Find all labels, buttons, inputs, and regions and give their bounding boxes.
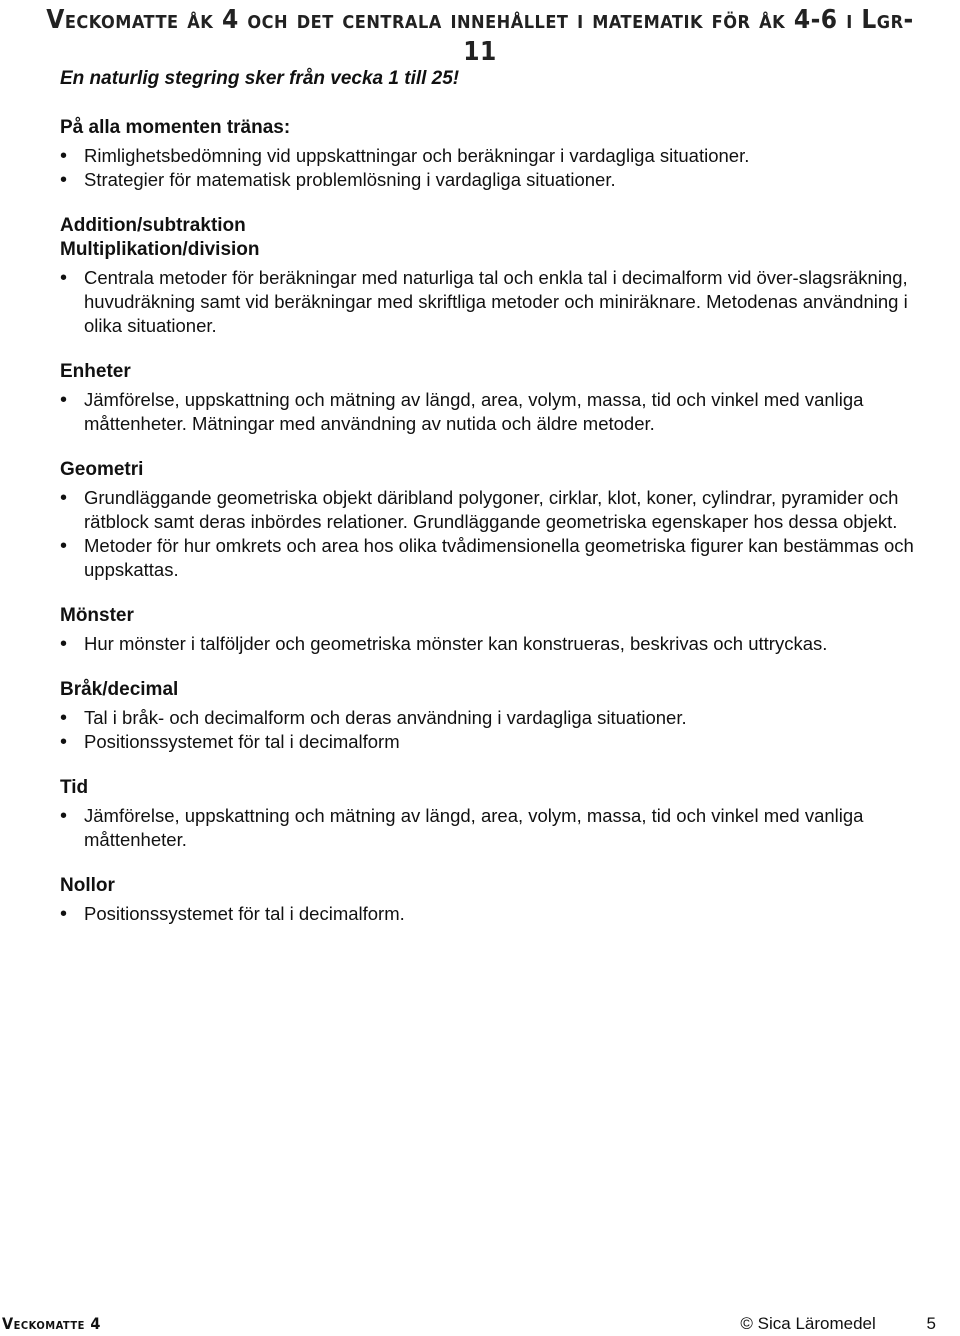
section-heading: Addition/subtraktion Multiplikation/division [60,215,260,260]
bullet-list [60,632,920,656]
footer-series-name: Veckomatte 4 [2,1314,101,1333]
footer-right [740,1314,936,1334]
list-item: • Strategier för matematisk problemlösning i vardagliga situationer. [60,168,920,192]
page-subtitle: En naturlig stegring sker från vecka 1 till 25! [60,68,460,89]
list-item: • Grundläggande geometriska objekt däribland polygoner, cirklar, klot, koner, cylindrar, pyramider och rätblock samt deras inbördes relationer. Grundläggande geometriska egenskaper hos dessa objekt. [60,486,920,534]
page-number: 5 [926,1314,936,1333]
bullet-list [60,486,920,582]
section-zeros [60,874,920,926]
bullet-list [60,804,920,852]
list-item: • Jämförelse, uppskattning och mätning av längd, area, volym, massa, tid och vinkel med vanliga måttenheter. Mätningar med användning av nutida och äldre metoder. [60,388,920,436]
bullet-list [60,266,920,338]
list-item: • Hur mönster i talföljder och geometriska mönster kan konstrueras, beskrivas och uttryckas. [60,632,920,656]
section-units [60,360,920,436]
section-arithmetic [60,214,920,338]
section-time [60,776,920,852]
section-all-moments [60,116,920,192]
section-heading: Nollor [60,875,115,896]
bullet-list [60,144,920,192]
list-item: • Jämförelse, uppskattning och mätning av längd, area, volym, massa, tid och vinkel med vanliga måttenheter. [60,804,920,852]
section-heading: Bråk/decimal [60,679,179,700]
section-heading: Geometri [60,459,144,480]
section-heading: Enheter [60,361,131,382]
list-item: • Positionssystemet för tal i decimalform. [60,902,920,926]
bullet-list [60,388,920,436]
list-item: • Positionssystemet för tal i decimalform [60,730,920,754]
bullet-list [60,902,920,926]
publisher-credit: © Sica Läromedel [740,1314,876,1333]
list-item: • Tal i bråk- och decimalform och deras användning i vardagliga situationer. [60,706,920,730]
list-item: • Metoder för hur omkrets och area hos olika tvådimensionella geometriska figurer kan bestämmas och uppskattas. [60,534,920,582]
section-heading: Mönster [60,605,134,626]
section-heading: På alla momenten tränas: [60,117,291,138]
page-title: Veckomatte åk 4 och det centrala innehållet i matematik för åk 4-6 i Lgr-11 [46,5,914,67]
content [60,116,920,948]
section-heading: Tid [60,777,89,798]
section-fractions [60,678,920,754]
bullet-list [60,706,920,754]
section-patterns [60,604,920,656]
list-item: • Centrala metoder för beräkningar med naturliga tal och enkla tal i decimalform vid över-slagsräkning, huvudräkning samt vid beräkningar med skriftliga metoder och miniräknare. Metodenas användning i olika situationer. [60,266,920,338]
list-item: • Rimlighetsbedömning vid uppskattningar och beräkningar i vardagliga situationer. [60,144,920,168]
section-geometry [60,458,920,582]
